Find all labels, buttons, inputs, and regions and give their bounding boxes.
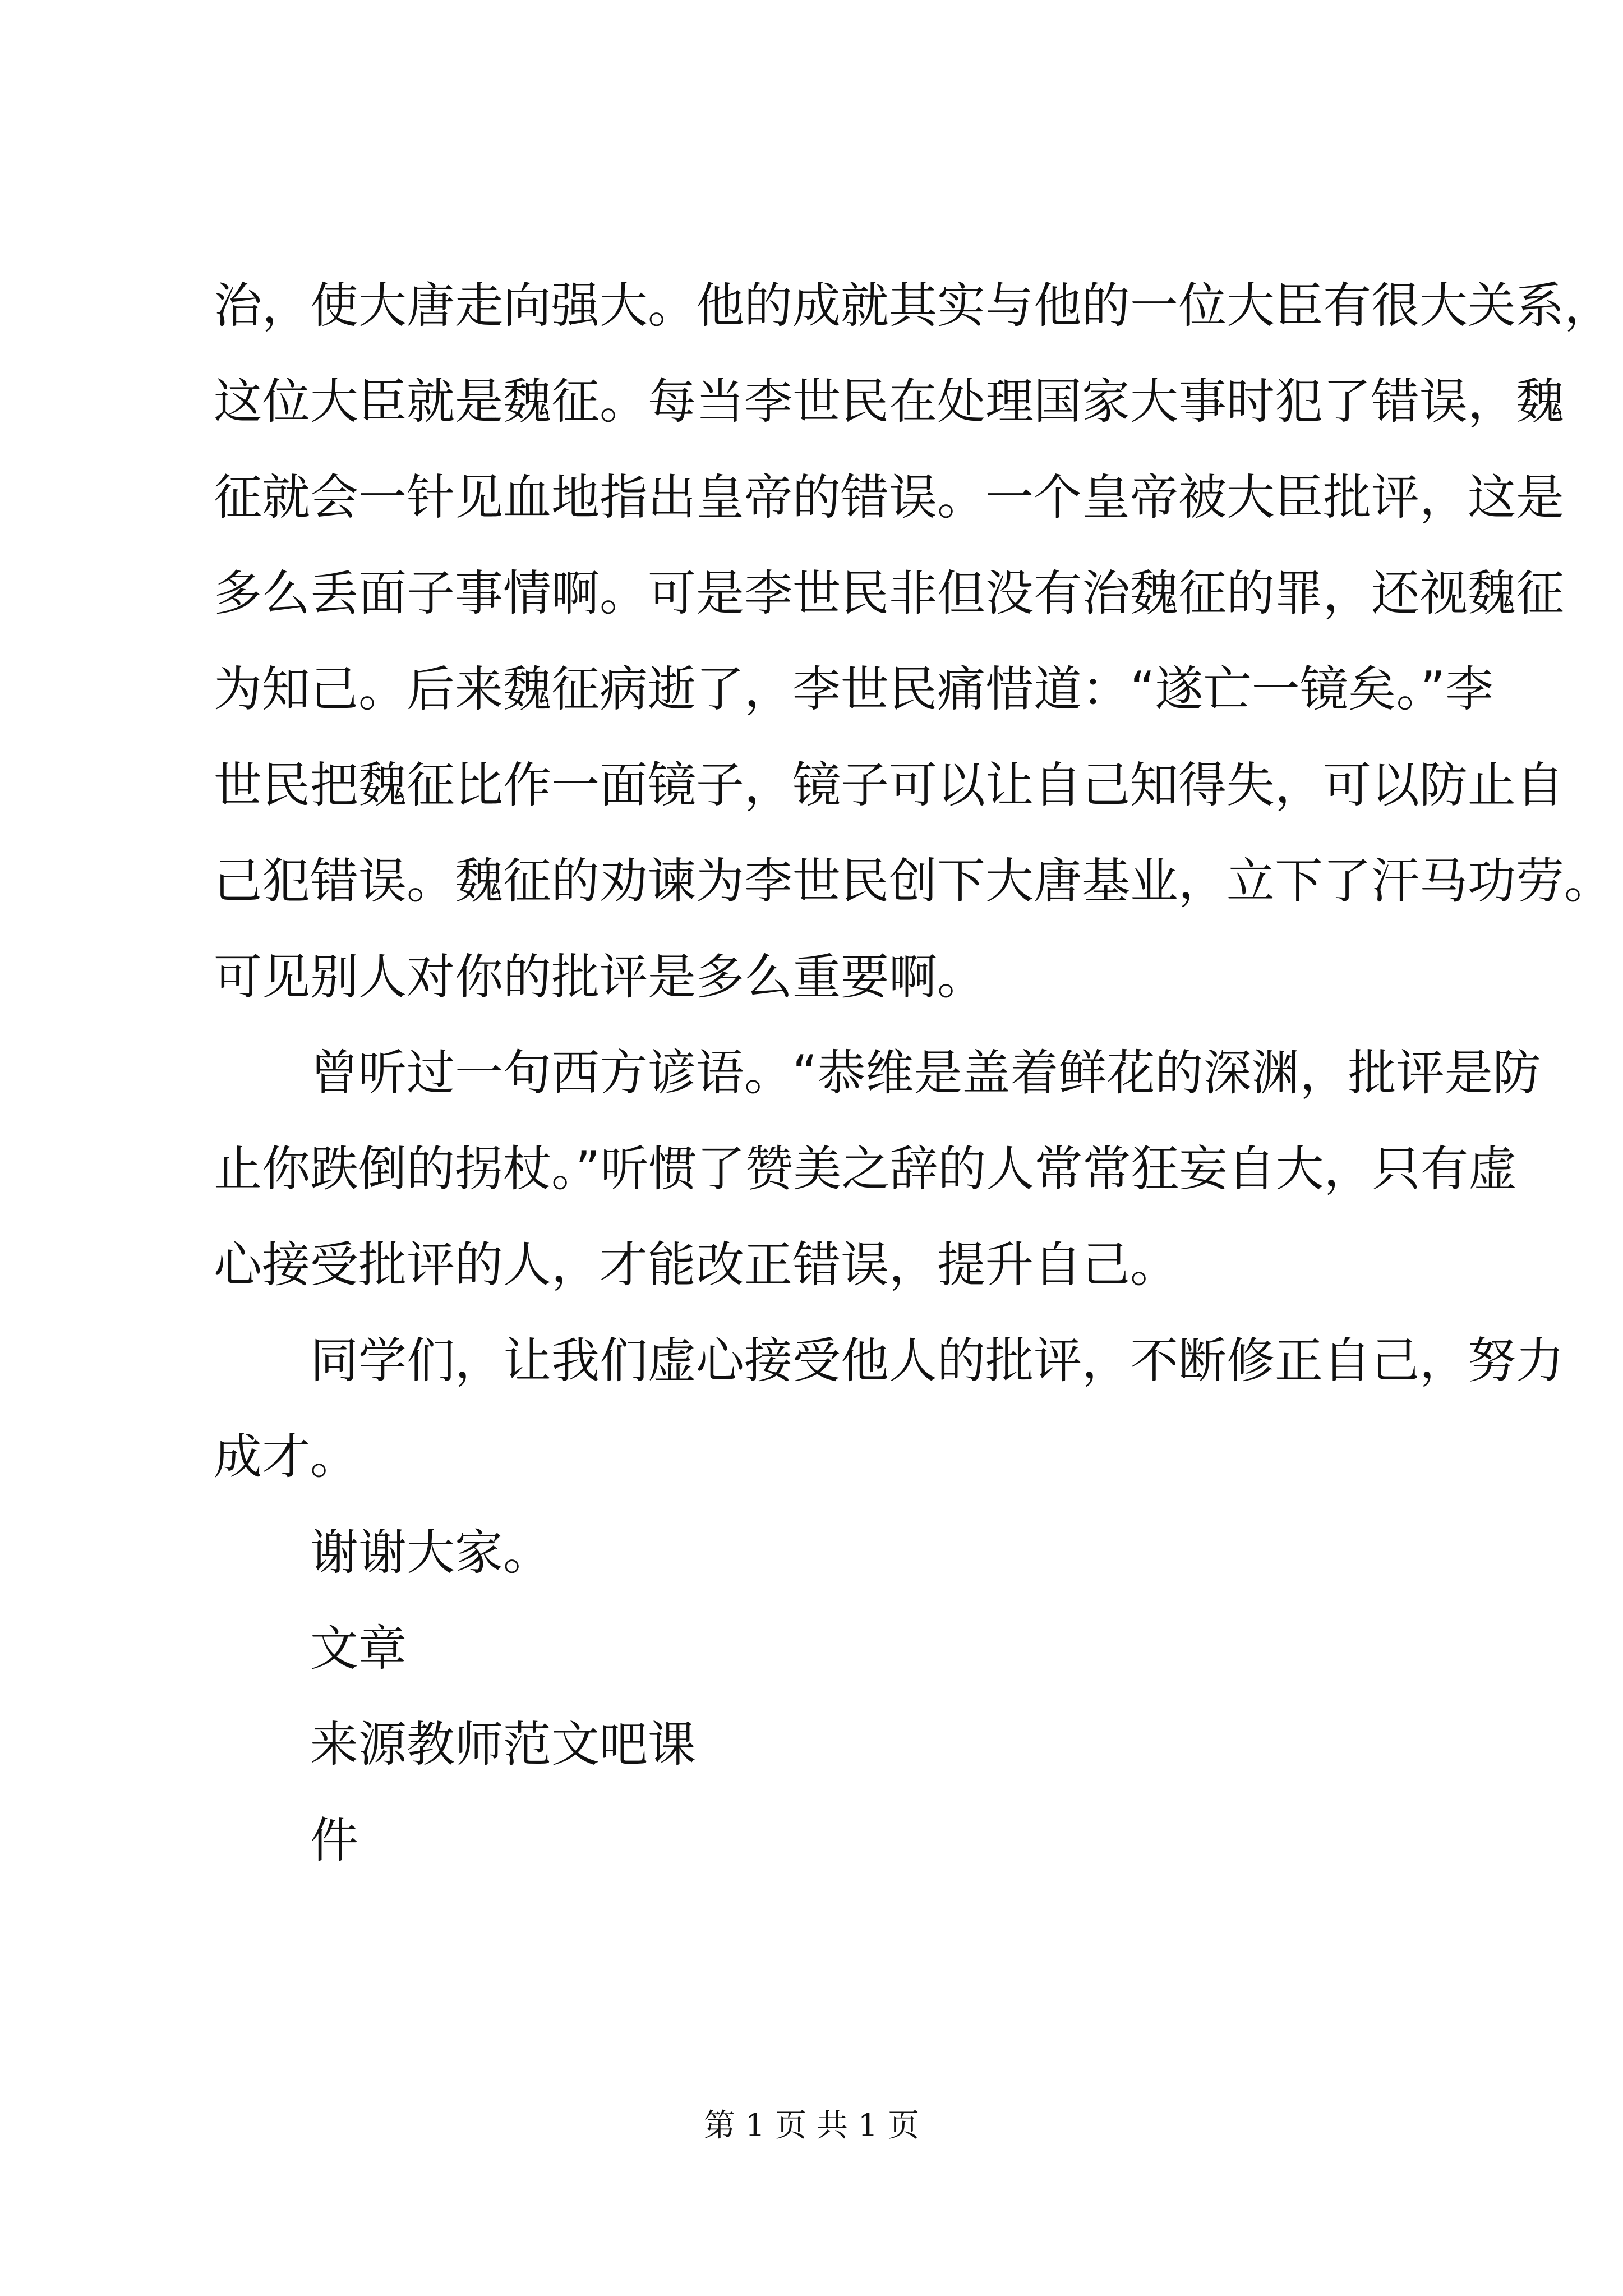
body-line: 谢谢大家。 <box>310 1525 551 1581</box>
page-number-footer: 第 1 页 共 1 页 <box>703 2108 920 2144</box>
body-line: 征就会一针见血地指出皇帝的错误。一个皇帝被大臣批评，这是 <box>214 470 1564 526</box>
body-line: 件 <box>310 1812 358 1869</box>
body-line: 己犯错误。魏征的劝谏为李世民创下大唐基业，立下了汗马功劳。 <box>214 853 1612 909</box>
body-line: 多么丢面子事情啊。可是李世民非但没有治魏征的罪，还视魏征 <box>214 565 1564 622</box>
body-line: 成才。 <box>214 1429 358 1485</box>
body-line: 为知己。后来魏征病逝了，李世民痛惜道：“遂亡一镜矣。”李 <box>214 661 1494 717</box>
body-line: 心接受批评的人，才能改正错误，提升自己。 <box>214 1237 1178 1293</box>
body-line: 曾听过一句西方谚语。“恭维是盖着鲜花的深渊，批评是防 <box>310 1045 1541 1101</box>
body-line: 这位大臣就是魏征。每当李世民在处理国家大事时犯了错误，魏 <box>214 374 1564 430</box>
body-line: 来源教师范文吧课 <box>310 1717 696 1773</box>
body-line: 同学们，让我们虚心接受他人的批评，不断修正自己，努力 <box>310 1333 1564 1389</box>
body-line: 文章 <box>310 1621 407 1677</box>
body-line: 止你跌倒的拐杖。”听惯了赞美之辞的人常常狂妄自大，只有虚 <box>214 1141 1517 1197</box>
document-body <box>214 258 1612 1889</box>
body-line: 世民把魏征比作一面镜子，镜子可以让自己知得失，可以防止自 <box>214 757 1564 813</box>
body-line: 治，使大唐走向强大。他的成就其实与他的一位大臣有很大关系， <box>214 278 1612 334</box>
body-line: 可见别人对你的批评是多么重要啊。 <box>214 949 985 1005</box>
